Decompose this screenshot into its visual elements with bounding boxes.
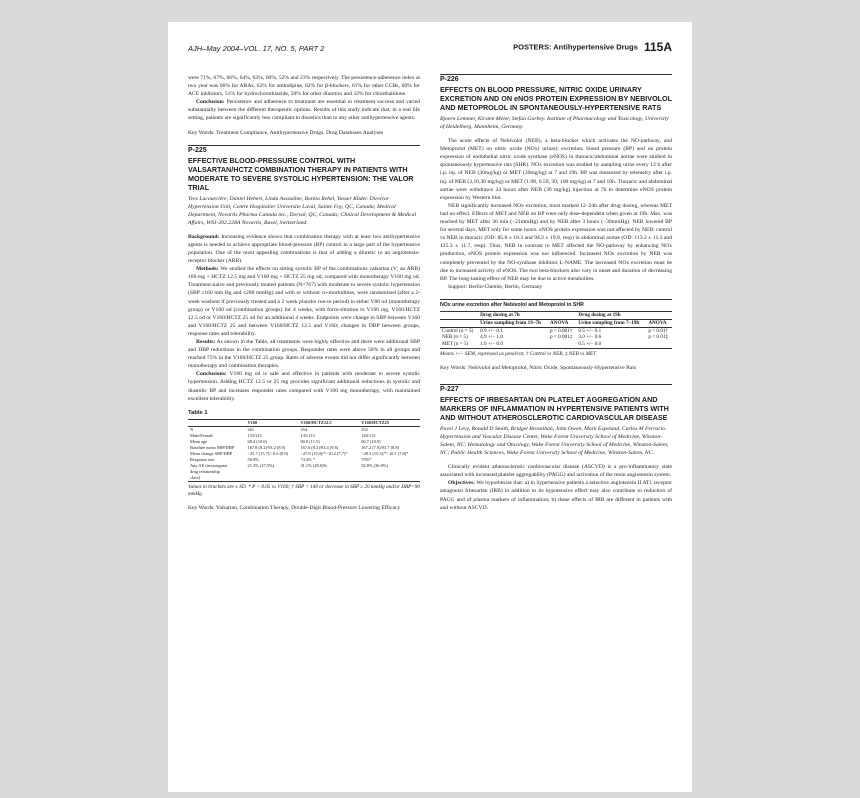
table-cell: 261 [247,426,255,432]
table-cell [298,475,359,482]
table-header-cell: V160/HCTZ25 [359,419,420,426]
table2-header-cell: Urine sampling from 7–19h [576,319,646,327]
table-cell: 0.5 +/− 0.1 [578,327,602,334]
table-cell: N [190,426,194,432]
table-cell: NEB (n = 5) [442,334,468,341]
table2-header-cell: Urine sampling from 19–7h [478,319,548,327]
page-number: 115A [643,40,672,54]
table1-body [188,426,420,481]
background-label: Background: [188,233,220,240]
table-row [188,475,420,482]
table-row [188,445,420,451]
table-cell [359,475,420,482]
table-cell: 60.4 (10.6) [247,438,267,444]
table-cell: Male/Female [190,432,214,438]
table2-header-cell [440,319,478,327]
journal-citation: AJH–May 2004–VOL. 17, NO. 5, PART 2 [188,44,325,53]
section-title: POSTERS: Antihypertensive Drugs [513,42,638,52]
table2-header-cell [440,311,478,319]
abstract-number-p227: P-227 [440,384,672,394]
table-cell: Response rate [190,456,215,462]
table2-header-cell: ANOVA [646,319,672,327]
table-cell: Control (n = 5) [442,327,474,334]
table-header-cell: V160 [246,419,299,426]
abstract-title-p226: EFFECTS ON BLOOD PRESSURE, NITRIC OXIDE URINARY EXCRETION AND ON eNOS PROTEIN EXPRESSION BY NEBIVOLOL AND METOPROLOL IN SPONTANEOUSLY-HYPERTENSIVE RATS [440,85,672,113]
table-cell: 60.7 (10.8) [361,438,381,444]
table-row [188,463,420,469]
table-cell: 32.8% (36.0%) [361,462,388,468]
authors-p227: Pavel J Levy, Ronald D Smith, Bridget Brosnihan, John Owen, Mark Espeland, Carlos M Ferrario. Hypertension and Vascular Disease Center, Wake Forest University School of Medicine, Winston-Salem, NC; Hematology and Oncology, Wake Forest University School of Medicine, Winston-Salem, NC; Public Health Sciences, Wake Forest University School of Medicine, Winston-Salem, NC. [440,426,669,457]
results-label: Results: [196,338,216,345]
abstract-number-p225: P-225 [188,145,420,155]
table-cell: −27.9 (15.0)/*−10.2 (7.7)* [300,450,348,456]
authors-p225: Yves Lacourcière, Daniel Hebert, Linda Assouline, Bonita Rehel, Yasser Khder. Director Hypertension Unit, Centre Hospitalier Universite Laval, Sainte Foy, QC, Canada; Medical Department, Novartis Pharma Canada inc., Dorval, QC, Canada; Clinical Development & Medical Affairs, WSJ-202.228A Novartis, Basel, Switzerland. [188,195,417,226]
results-text: As shown in the Table, all treatments were highly effective and there were additional SBP and DBP reductions in the combination groups. Responder rates were above 50% in all groups and reached 75% in the V160/HCTZ 25 group. Rates of adverse events did not differ significantly between monotherapy and combination therapies. [188,338,420,370]
table-cell: 252 [361,426,368,432]
intro-paragraph: were 71%, 67%, 66%, 64%, 63%, 60%, 52% and 23% respectively. The persistence-adherence index at two year was 66% for ARAs, 63% for amlodipine, 62% for β-blockers, 61% for other CCBs, 60% for ACE inhibitors, 51% for hydrochorothiazide, 50% for other diuretics and 32% for chlorthalidone. [188,75,420,98]
table-cell: Mean change SBP/DBP [190,450,233,456]
results-paragraph [188,338,420,370]
table-cell: −25.7 (15.7)/−8.6 (8.9) [247,450,289,456]
objectives-text: We hypothesize that: a) in hypertensive patients a selective angiotensin II AT1 receptor antagonist Irbesartan (IRB) in addition to its hypotensive effect may also contribute to reduction of PAGG and of plasma markers of inflammation; b) these effects of IRB are different in patients with and without ASCVD. [440,480,672,511]
keywords-prev: Key Words: Treatment Compliance, Antihypertensive Drugs, Drug Databases Analyses [188,129,384,136]
table-header-cell: V160/HCTZ12.5 [298,419,359,426]
conclusions-paragraph [188,370,420,402]
table-row [440,341,672,348]
table2-header-cell [548,311,576,319]
table-cell: Mean age [190,438,208,444]
objectives-paragraph [440,479,672,511]
conclusions-label: Conclusions: [196,371,227,378]
table-cell: Baseline mean SBP/DBP [190,444,235,450]
table-cell: −28.3 (15.3)/*−10.1 (7.8)* [361,450,409,456]
table1-note: Values in brackets are ± SD. * P < 0.05 vs V160; † SBP < 140 or decrease in SBP ≥ 20 mmHg and/or DBP<90 mmHg. [188,483,420,497]
table2-header-cell: ANOVA [548,319,576,327]
table-cell [246,475,299,482]
table-row [440,334,672,341]
table2-header-row [440,319,672,327]
table-cell: MET (n = 5) [440,341,478,348]
table2 [440,311,672,349]
table-cell: p < 0.01† [648,327,669,334]
abstract-number-p226: P-226 [440,74,672,84]
table2-header-cell: Drug dosing at 19h [576,311,646,319]
table-cell: 4.9 +/− 1.0 [480,334,503,341]
table-cell: 140/112 [361,432,376,438]
conclusion-paragraph [188,98,420,122]
journal-page [168,22,692,792]
table2-title: NOx urine excretion after Nebivolol and Metoprolol in SHR [440,299,672,309]
p227-paragraph-1: Clinically evident atherosclerotic cardiovascular disease (ASCVD) is a pro-inflammatory state associated with increased platelet aggregability (PAGG) and activation of the renin angiotensin system. [440,464,672,479]
right-column [440,74,672,512]
table-cell: 31.1% (28.6)% [300,462,328,468]
table-cell [646,341,672,348]
table-cell: 60.8 (11.5) [300,438,320,444]
table-cell: 21.3% (27.5%) [247,462,275,468]
table-cell: 167.2 (7.9)/93.7 (8.8) [361,444,400,450]
table-cell: 75%* [361,456,372,462]
background-paragraph [188,233,420,265]
page-header [188,40,672,56]
table-cell [548,341,576,348]
table2-body [440,327,672,348]
methods-label: Methods: [196,266,219,273]
keywords-p225: Key Words: Valsartan, Combination Therapy, Double-Digit Blood-Pressure Lowering Efficacy [188,504,401,511]
table-cell: p < 0.01‡ [648,334,669,341]
abstract-title-p227: EFFECTS OF IRBESARTAN ON PLATELET AGGREGATION AND MARKERS OF INFLAMMATION IN HYPERTENSIVE PATIENTS WITH AND WITHOUT ATHEROSCLEROTIC CARDIOVASCULAR DISEASE [440,395,669,423]
table-cell: 133/115 [247,432,262,438]
table-row [440,327,672,334]
conclusions-text: V160 mg od is safe and effective in patients with moderate to severe systolic hypertension. Adding HCTZ 12.5 or 25 mg provides significant additional reductions in systolic and diastolic BP and increases responder rates compared with V160 mg monotherapy, with maintained excellent tolerability. [188,371,420,402]
table-cell: Any AE (investigator [190,462,228,468]
p226-paragraph-2: NEB significantly increased NOx excretion, most marked 12–24h after drug dosing, whereas MET had no effect. Effects of MET and NEB on BP were only dose-dependent when given at 19h: Max. was reached by MET after 30 min (−21mmHg) and by NEB after 3 hours (−30mmHg). NEB lowered BP for several days, MET only for some hours. eNOS protein expression was not affected by NEB: control vs NEB in thoracic (OD: 85.8 ± 18.3 and 94.2 ± 19.8, resp) in abdominal aortae (OD: 113.2 ± 11.3 and 125.3 ± 11.7, resp). Thus, NEB in contrast to MET affected the NO-pathway by enhancing NOx production, eNOS protein expression was not influenced. Increased NOx excretion by NEB was completely prevented by the NO-synthase inhibitor L-NAME. The increased NOx excretion must be due to increased activity of eNOS. The two beta-blockers also vary in onset and duration of decreasing BP. The long-lasting effect of NEB may be due to active metabolites. [440,202,672,282]
methods-text: We studied the effects on sitting systolic BP of the combinations valsartan (V; an ARB) 160 mg + HCTZ 12.5 mg and V160 mg + HCTZ 25 mg od, compared with monotherapy V160 mg od. Treatment-naive and previously treated patients (N=767) with moderate to severe systolic hypertension (SBP ≥160 mm Hg and ≤200 mmHg) and with or without co-morbidities, were randomised (after a 2-week washout if previously treated and a 2 week placebo run-in period) to either V80 od (monotherapy group) or V160 od (combination groups) for 4 weeks, with force-titration to V160 mg, V160/HCTZ 12.5 od or V160/HCTZ 25 od for an additional 4 weeks. Endpoints were change in SBP between V160 and V160/HCTZ 25 and between V160/HCTZ 12.5 and V160; changes in DBP between groups, response rates and tolerability. [188,266,420,337]
left-column [188,74,420,512]
table-row [188,451,420,457]
p226-paragraph-1: The acute effects of Nebivolol (NEB), a beta-blocker which activates the NO-pathway, and Metoprolol (MET) on nitric oxide (NOx) urinary excretion, blood pressure (BP) and on protein expression of endothelial nitric oxide synthase (eNOS) in thoracic/abdominal aortae were studied in spontaneously hypertensive rats (SHR). NOx excretion was studied by sampling urine every 12 h after i.p. inj. of NEB (30mg/kg) or MET (30mg/kg) at 7 and 19h. BP was measured by telemetry after i.p. inj. of NEB (3,10,30 mg/kg) or MET (1.98, 6.59, 30; 100 mg/kg) at 7 and 19h. Thoracic and abdominal aortae were withdrawn 24 hours after NEB (30 mg/kg) injection at 7h to determine eNOS protein expression by Western blot. [440,138,672,201]
p226-support: Support: Berlin-Chemie, Berlin, Germany [448,283,543,290]
table-cell: 0.9 +/− 0.1 [480,327,503,334]
table2-note: Means +/− SEM, expressed as µmol/rat, † Control vs NEB, ‡ NEB vs MET [440,350,596,357]
conclusion-label: Conclusion: [196,99,225,106]
table-cell: p < 0.001‡ [549,334,573,341]
table2-header-row [440,311,672,319]
methods-paragraph [188,265,420,338]
objectives-label: Objectives: [448,480,476,487]
table-cell: 254 [300,426,308,432]
table-cell: 167.8 (8.2)/93.2 (8.9) [247,444,286,450]
table-cell: 56.9% [247,456,259,462]
table-cell: 1.0 +/− 0.0 [478,341,548,348]
table-header-row [188,419,420,426]
keywords-p226: Key Words: Nebivolol and Metoprolol, Nitric Oxide, Spontaneously-Hypertensive Rats [440,364,637,371]
table2-header-cell: Drug dosing at 7h [478,311,548,319]
authors-p226: Bjoern Lemmer, Kirsten Meier, Stefan Gorbey. Institute of Pharmacology and Toxicology, University of Heidelberg, Mannheim, Germany. [440,116,669,131]
table1-title: Table 1 [188,409,208,416]
section-heading [513,40,672,54]
table-header-cell [188,419,246,426]
table-cell: 167.6 (8.2)/93.4 (9.6) [300,444,339,450]
table-cell: drug relationship [190,468,220,474]
table-cell: 141/113 [300,432,315,438]
conclusion-text: Persistence and adherence to treatment are essential to treatment success and varied substantially between the different therapeutic options. Results of this study indicate that, in a real life setting, patients are significantly less compliant to diuretics than to any other antihypertensive agents. [188,99,420,122]
abstract-title-p225: EFFECTIVE BLOOD-PRESSURE CONTROL WITH VALSARTAN/HCTZ COMBINATION THERAPY IN PATIENTS WITH MODERATE TO SEVERE SYSTOLIC HYPERTENSION: THE VALOR TRIAL [188,155,414,192]
table1 [188,419,420,482]
table-cell: 74.4% * [300,456,316,462]
table2-header-cell [646,311,672,319]
table-cell: class) [188,475,246,482]
background-text: Increasing evidence shows that combination therapy with at least two antihypertensive agents is needed to achieve appropriate blood-pressure (BP) control in a large part of the hypertensive population. One of the most appealing combinations is that of adding a diuretic to an angiotensin-receptor blocker (ARB). [188,233,420,265]
table-cell: 0.5 +/− 0.0 [576,341,646,348]
table-cell: 3.0 +/− 0.6 [578,334,602,341]
table-cell: p < 0.001† [549,327,573,334]
